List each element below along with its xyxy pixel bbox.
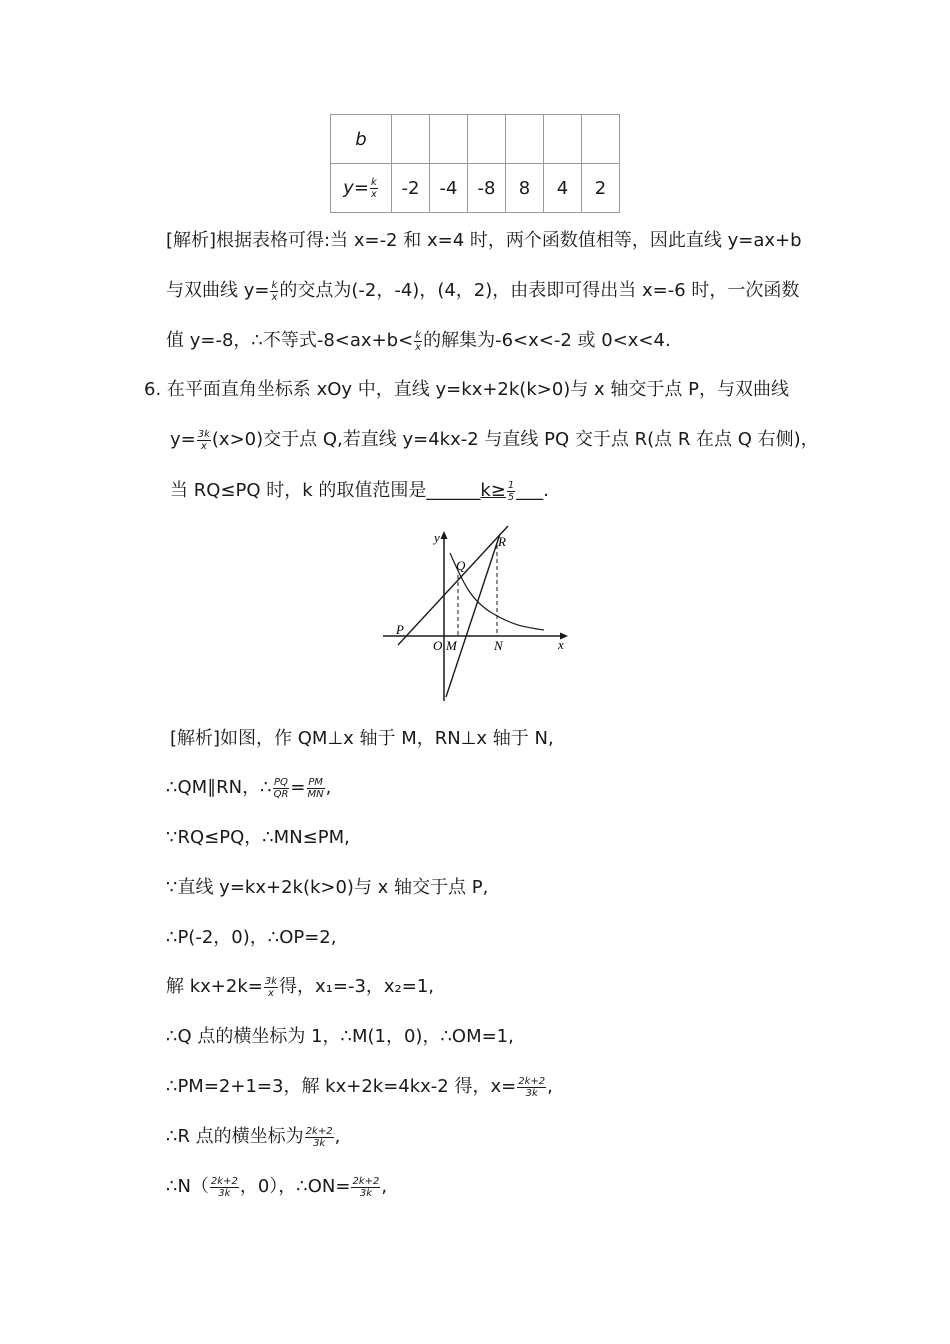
- solution-line9: ∴R 点的横坐标为 $\frac{2k+2}{3k}$ ,: [166, 1125, 341, 1149]
- label-o: O: [433, 638, 443, 653]
- geometry-figure: [380, 525, 570, 705]
- analysis5-line2: 与双曲线 y= $\frac{k}{x}$ 的交点为(-2，-4)，(4，2)，由表即可得出当 x=-6 时，一次函数: [166, 279, 800, 303]
- question6-line3: 当 RQ≤PQ 时，k 的取值范围是______k≥ $\frac{1}{5}$ ___.: [170, 479, 549, 503]
- table-cell: 2: [582, 164, 620, 213]
- row-y-label: y= $\frac{k}{x}$: [331, 164, 392, 213]
- analysis5-line3: 值 y=-8，∴不等式-8<ax+b< $\frac{k}{x}$ 的解集为-6<x<-2 或 0<x<4.: [166, 329, 671, 353]
- question6-line2: y= $\frac{3k}{x}$ (x>0)交于点 Q,若直线 y=4kx-2 与直线 PQ 交于点 R(点 R 在点 Q 右侧)，: [170, 428, 819, 452]
- table-cell: -2: [392, 164, 430, 213]
- solution-line1: [解析]如图，作 QM⊥x 轴于 M，RN⊥x 轴于 N,: [170, 728, 554, 749]
- line-pq: [398, 526, 508, 645]
- label-p: P: [396, 622, 404, 637]
- answer: k≥ $\frac{1}{5}$: [480, 479, 515, 503]
- table-cell: 4: [544, 164, 582, 213]
- solution-line10: ∴N（ $\frac{2k+2}{3k}$ ，0），∴ON= $\frac{2k+2}{3k}$ ,: [166, 1175, 388, 1199]
- solution-line7: ∴Q 点的横坐标为 1，∴M(1，0)，∴OM=1,: [166, 1026, 514, 1047]
- analysis5-line1: [解析]根据表格可得:当 x=-2 和 x=4 时，两个函数值相等，因此直线 y=ax+b: [166, 230, 802, 251]
- table-row: [331, 164, 620, 213]
- solution-line5: ∴P(-2，0)，∴OP=2,: [166, 927, 337, 948]
- question6-line1: 6. 在平面直角坐标系 xOy 中，直线 y=kx+2k(k>0)与 x 轴交于点 P，与双曲线: [144, 379, 789, 400]
- solution-line6: 解 kx+2k= $\frac{3k}{x}$ 得，x₁=-3，x₂=1,: [166, 975, 435, 999]
- label-n: N: [494, 638, 503, 653]
- table-cell: -4: [430, 164, 468, 213]
- row-b-label: b: [331, 115, 392, 164]
- label-m: M: [446, 638, 457, 653]
- y-axis-arrow: [441, 531, 448, 539]
- solution-line8: ∴PM=2+1=3，解 kx+2k=4kx-2 得，x= $\frac{2k+2}{3k}$ ,: [166, 1075, 553, 1099]
- label-q: Q: [456, 558, 466, 573]
- table-cell: 8: [506, 164, 544, 213]
- value-table: [330, 114, 620, 213]
- solution-line4: ∵直线 y=kx+2k(k>0)与 x 轴交于点 P,: [166, 877, 489, 898]
- label-r: R: [498, 534, 506, 549]
- table-row: [331, 115, 620, 164]
- label-x: x: [558, 637, 564, 652]
- solution-line3: ∵RQ≤PQ，∴MN≤PM,: [166, 827, 350, 848]
- table-cell: -8: [468, 164, 506, 213]
- line-r: [446, 534, 500, 697]
- label-y: y: [434, 530, 440, 545]
- solution-line2: ∴QM∥RN，∴ $\frac{PQ}{QR}$ = $\frac{PM}{MN}$ ,: [166, 776, 332, 800]
